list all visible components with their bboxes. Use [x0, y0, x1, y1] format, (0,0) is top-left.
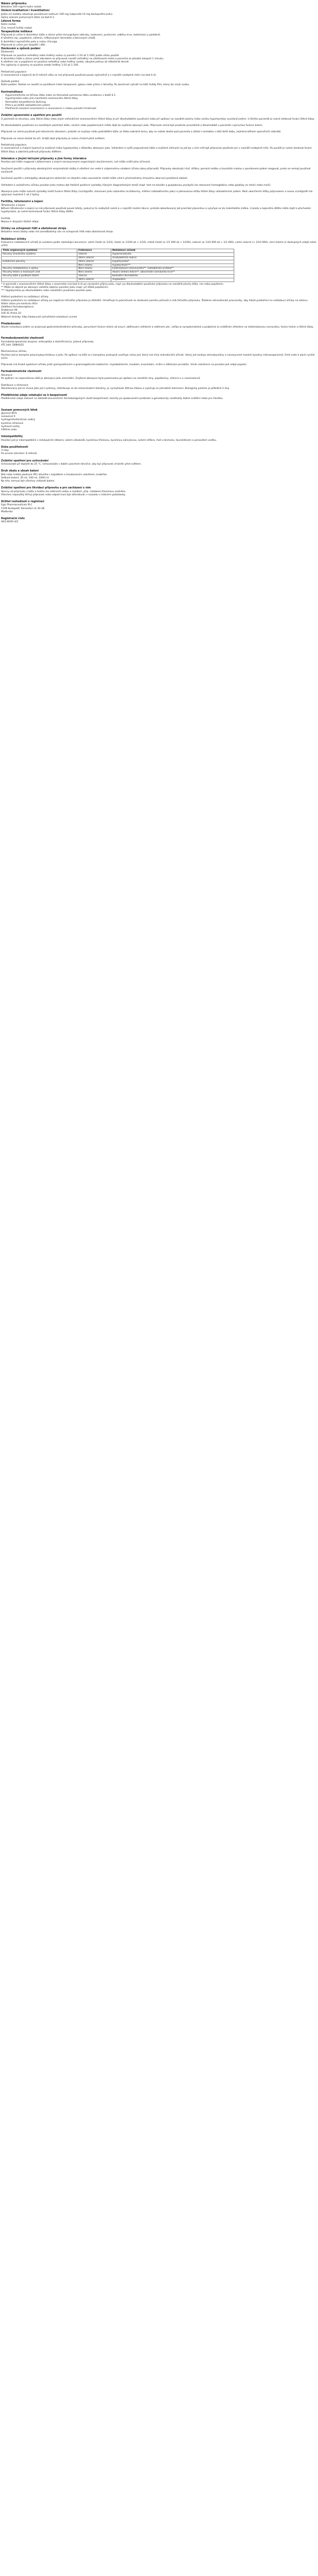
table-cell: Endokrinní poruchy: [2, 260, 77, 264]
incompatibilities-text: Povidon-jod je inkompatibilní s redukujícími látkami, solemi alkaloidů, kyselinou tříslovou, kyselinou salicylovou, solemi stříbra, rtuti a bismutu, taurolidinem a peroxidem vodíku.: [1, 439, 217, 442]
spc-document: [1, 0, 317, 524]
list-item: nonoxinol 9: [1, 415, 15, 419]
table-header-row: [2, 249, 234, 253]
list-item: - Hypertyreóza nebo jiné manifestní onemocnění štítné žlázy.: [5, 97, 317, 101]
table-row: [2, 257, 234, 260]
section-text: Dávkování Přípravek se používá neředěný nebo ředěný vodou (v poměru 1:10 až 1:100) podle účelu použití. K dezinfekci kůže a sliznic před zákrokem se přípravek nanáší neředěný na ošetřované místo a ponechá se působit alespoň 1 minutu. K ošetření ran a popálenin se používá neředěný nebo ředěný roztok, obvykle jednou až několikrát denně. Pro výplachy a oplachy se používá roztok ředěný 1:10 až 1:100. Pediatrická populace U novorozenců a kojenců do 6 měsíců věku se má přípravek používat pouze výjimečně a v nejnižší nezbytné míře (viz bod 4.4). Způsob podání Kožní podání. Roztok se nanáší na postižené místo tamponem, gázou nebo přímo z lahvičky. Po zaschnutí vytváří na kůži hnědý film, který lze smýt vodou.: [1, 51, 190, 87]
table-cell: Velmi vzácné: [77, 278, 111, 282]
list-item: - Předčasně narození novorozenci a novorozenci s nízkou porodní hmotností.: [5, 107, 317, 111]
table-cell: Vzácné: [77, 275, 111, 278]
table-row: [2, 260, 234, 264]
adverse-heading: Nežádoucí účinky: [1, 238, 26, 241]
preclinical-text: Předklinické údaje získané na základě konvenčních farmakologických studií bezpečnosti, toxicity po opakovaném podávání a genotoxicity neodhalily žádné zvláštní riziko pro člověka.: [1, 397, 224, 401]
overdose-text: Akutní intoxikace jodem se projevuje gastrointestinálními příznaky, poruchami funkce ledvin až anurií, oběhovým selháním a edémem plic. Léčba je symptomatická a podpůrná se zvláštním zřetelem na elektrolytovou rovnováhu, funkci ledvin a štítné žlázy.: [1, 326, 314, 329]
interactions-text: Povidon-jod může reagovat s bílkovinami a jinými nenasycenými organickými sloučeninami, což může snížit jeho účinnost. Současné použití s přípravky obsahujícími enzymatické složky k ošetření ran vede k vzájemnému oslabení účinku obou přípravků. Přípravky obsahující rtuť, stříbro, peroxid vodíku a taurolidin mohou s povidonem-jodem reagovat, proto se nemají používat současně. Současné použití s antiseptiky obsahujícími oktenidin na stejném nebo sousedním místě může vést k přechodnému tmavému zbarvení postižené oblasti. Vzhledem k oxidačnímu účinku povidon-jodu mohou být falešně pozitivní výsledky různých diagnostických testů (např. test na toluidin a guajakovou pryskyřici ke stanovení hemoglobinu nebo glukózy ve stolici nebo moči). Absorpce jodu může ovlivnit výsledky testů funkce štítné žlázy (scintigrafie, stanovení jodu vázaného na bílkoviny, měření radioaktivního jodu) a plánovanou léčbu štítné žlázy radioaktivním jodem. Mezi ukončením léčby přípravkem a novou scintigrafií má uplynout nejméně 1 až 2 týdny.: [1, 161, 313, 197]
product-name: Betadine 100 mg/ml kožní roztok: [1, 6, 42, 8]
adverse-notes: * U pacientů s onemocněním štítné žlázy v anamnéze (viz bod 4.4) po výrazném příjmu jodu, např. po dlouhodobém používání přípravku na rozsáhlé plochy kůže, ran nebo popálenin. ** Může se objevit po absorpci velkého objemu povidon-jodu (např. při léčbě popálenin). *** Hypotyreóza po dlouhodobém nebo rozsáhlém používání povidon-jodu. Hlášení podezření na nežádoucí účinky Hlášení podezření na nežádoucí účinky po registraci léčivého přípravku je důležité. Umožňuje to pokračovat ve sledování poměru přínosů a rizik léčivého přípravku. Žádáme zdravotnické pracovníky, aby hlásili podezření na nežádoucí účinky na adresu: Státní ústav pro kontrolu léčiv Oddělení farmakovigilance Šrobárova 48 100 41 Praha 10 Webové stránky: http://www.sukl.cz/nahlasit-nezadouci-ucinek: [1, 283, 308, 319]
table-cell: Není známo: [77, 271, 111, 275]
table-row: [2, 264, 234, 267]
pharmacodynamics-heading: Farmakodynamické vlastnosti: [1, 337, 44, 340]
holder-text: Egis Pharmaceuticals PLC 1106 Budapešť, Keresztúri út 30-38 Maďarsko: [1, 504, 45, 513]
table-row: [2, 278, 234, 282]
table-cell: Angioedém: [111, 278, 234, 282]
table-cell: Hypertyreóza*: [111, 260, 234, 264]
table-cell: Není známo: [77, 264, 111, 267]
disposal-heading: Zvláštní opatření pro likvidaci přípravku a pro zacházení s ním: [1, 487, 91, 490]
table-cell: Poruchy metabolismu a výživy: [2, 267, 77, 271]
table-cell: Není známo: [77, 267, 111, 271]
list-item: hydrogenfosforečnan sodný: [1, 419, 36, 422]
warnings-text: U pacientů se strumou, uzly štítné žlázy nebo jiným nefunkčním onemocněním štítné žlázy je při dlouhodobém používání nebo při aplikaci na rozsáhlé plochy riziko vzniku hypertyreózy vyvolané jodem. U těchto pacientů je nutné sledovat funkci štítné žlázy. Po dlouhodobém používání na rozsáhlých plochách kůže, ranách nebo popáleninách může dojít ke zvýšené absorpci jodu. Přípravek nemá být používán pravidelně a dlouhodobě u pacientů s poruchou funkce ledvin. Přípravek se nemá používat pod okluzivním obvazem, protože se zvyšuje riziko podráždění kůže. Je třeba zabránit tomu, aby se roztok dostal pod pacienta a zůstal v kontaktu s kůží delší dobu, zejména během operačních zákroků. Přípravek se nemá dostat do očí. Vnější obal přípravku je nutno chránit před světlem. Pediatrická populace U novorozenců a malých kojenců je zvýšené riziko hypotyreózy v důsledku absorpce jodu. Vzhledem k vyšší propustnosti kůže a zvýšené citlivosti na jod by u nich měl být přípravek používán jen v nejnižší nezbytné míře. Po použití je nutné sledovat funkci štítné žlázy a zabránit polknutí přípravku dítětem.: [1, 117, 315, 153]
table-cell: Hypersenzitivita: [111, 253, 234, 257]
disposal-text: Skvrny od přípravku z kůže a textilu lze odstranit vodou a mýdlem, příp. roztokem thiosíranu sodného. Všechen nepoužitý léčivý přípravek nebo odpad musí být zlikvidován v souladu s místními požadavky.: [1, 490, 126, 496]
incompatibilities-heading: Inkompatibility: [1, 436, 23, 439]
table-cell: Elektrolytová nerovnováha**, metabolická acidóza**: [111, 267, 234, 271]
warnings-heading: Zvláštní upozornění a opatření pro použití: [1, 114, 62, 117]
shelf-life-heading: Doba použitelnosti: [1, 446, 28, 449]
section-heading: Terapeutické indikace: [1, 30, 33, 33]
storage-text: Uchovávejte při teplotě do 25 °C. Uchovávejte v dobře uzavřené lahvičce, aby byl přípravek chráněn před světlem.: [1, 462, 142, 466]
container-text: Bílá nebo hnědá plastová (PE) lahvička s kapátkem a šroubovacím uzávěrem, krabička. Velikost balení: 30 ml, 100 ml, 1000 ml. Na trhu nemusí být všechny velikosti balení.: [1, 473, 108, 483]
table-cell: Kontaktní dermatitida: [111, 275, 234, 278]
table-cell: Hypotyreóza***: [111, 264, 234, 267]
pharmacodynamics-text: Farmakoterapeutická skupina: antiseptika a dezinficiencia, jodové přípravky ATC kód: D08AG02 Mechanismus účinku Povidon-jod je komplex polyvinylpyrrolidonu a jodu. Po aplikaci na kůži se z komplexu postupně uvolňuje volný jod, který má silný mikrobicidní účinek. Volný jod oxiduje aminokyseliny a nenasycené mastné kyseliny mikroorganismů, čímž vede k jejich rychlé smrti. Přípravek má široké spektrum účinku proti grampozitivním a gramnegativním bakteriím, mykobakteriím, houbám, kvasinkám, virům a některým prvokům. Vznik rezistence na povidon-jod nebyl popsán.: [1, 340, 315, 367]
driving-text: Betadine nemá žádný nebo má zanedbatelný vliv na schopnost řídit nebo obsluhovat stroje.: [1, 231, 114, 234]
adverse-text: Frekvence nežádoucích účinků je uvedena podle následující konvence: velmi časté (≥ 1/10), časté (≥ 1/100 až < 1/10), méně časté (≥ 1/1 000 až < 1/100), vzácné (≥ 1/10 000 až < 1/1 000), velmi vzácné (< 1/10 000), není známo (z dostupných údajů nelze určit).: [1, 241, 317, 248]
list-item: - Před a po léčbě radioaktivním jodem.: [5, 104, 317, 107]
intro-sections: [1, 10, 317, 87]
storage-heading: Zvláštní opatření pro uchovávání: [1, 459, 49, 462]
list-item: kyselina citronová: [1, 422, 23, 425]
fertility-text: Těhotenství a kojení Během těhotenství a kojení se má přípravek používat pouze tehdy, pokud je to nezbytně nutné a v nejnižší možné dávce, protože absorbovaný jod prochází placentou a vylučuje se do mateřského mléka. U plodu a kojeného dítěte může dojít k přechodné hypotyreóze. Je nutné kontrolovat funkci štítné žlázy dítěte. Fertilita Nejsou k dispozici žádné údaje.: [1, 204, 311, 223]
section-heading: Složení kvalitativní i kvantitativní: [1, 10, 50, 13]
overdose-heading: Předávkování: [1, 322, 21, 325]
table-cell: Poruchy ledvin a močových cest: [2, 271, 77, 275]
list-item: hydroxid sodný: [1, 425, 20, 428]
list-item: - Dermatitis herpetiformis Duhring.: [5, 101, 317, 104]
interactions-heading: Interakce s jinými léčivými přípravky a jiné formy interakce: [1, 157, 87, 160]
table-cell: Akutní selhání ledvin**, abnormální osmolarita krve**: [111, 271, 234, 275]
table-cell: [2, 278, 77, 282]
table-cell: Poruchy imunitního systému: [2, 253, 77, 257]
table-cell: Vzácné: [77, 253, 111, 257]
section-heading: Dávkování a způsob podání: [1, 48, 41, 51]
table-cell: Velmi vzácné: [77, 257, 111, 260]
table-cell: Frekvence: [77, 249, 111, 253]
table-cell: Nežádoucí účinek: [111, 249, 234, 253]
container-heading: Druh obalu a obsah balení: [1, 470, 39, 473]
table-cell: [2, 257, 77, 260]
section-text: Jeden ml roztoku obsahuje povidonum-iodinum 100 mg (odpovídá 10 mg dostupného jodu). Úplný seznam pomocných látek viz bod 6.1.: [1, 13, 113, 19]
table-cell: Poruchy kůže a podkožní tkáně: [2, 275, 77, 278]
table-row: [2, 267, 234, 271]
section-text: Přípravek je určen k dezinfekci kůže a sliznic před chirurgickými zákroky, injekcemi, punkcemi, odběry krve, katetrizací a podobně. K ošetření ran, popálenin, odřenin, infikovaných dermatóz a bércových vředů. K dezinfekci operačního pole a rukou chirurga. Přípravek je určen pro dospělé i děti.: [1, 34, 161, 47]
list-item: čištěná voda: [1, 428, 17, 431]
table-row: [2, 275, 234, 278]
preclinical-heading: Předklinické údaje vztahující se k bezpečnosti: [1, 394, 67, 397]
table-cell: Velmi vzácné: [77, 260, 111, 264]
list-item: - Hypersenzitivita na léčivou látku nebo na kteroukoli pomocnou látku uvedenou v bodě 6.1.: [5, 94, 317, 97]
table-row: [2, 271, 234, 275]
registration-number: 46/136/91-S/C: [1, 521, 19, 524]
table-row: [2, 253, 234, 257]
pharmacokinetics-text: Absorpce Po aplikaci na neporušenou kůži je absorpce jodu minimální. Zvýšená absorpce byla pozorována po aplikaci na rozsáhlé rány, popáleniny, sliznice a u novorozenců. Distribuce a eliminace Absorbovaný jod se chová jako jod z potravy, distribuuje se do extracelulární tekutiny, je vychytáván štítnou žlázou a vylučuje se převážně ledvinami. Biologický poločas je přibližně 2 dny.: [1, 374, 230, 390]
driving-heading: Účinky na schopnost řídit a obsluhovat stroje: [1, 228, 66, 231]
table-cell: [2, 264, 77, 267]
product-name-heading: Název přípravku: [1, 2, 26, 5]
contraindications-heading: Kontraindikace: [1, 90, 23, 94]
excipients-heading: Seznam pomocných látek: [1, 409, 38, 412]
contraindications-list: [1, 94, 317, 111]
section-heading: Léková forma: [1, 20, 21, 23]
list-item: glycerol 85%: [1, 412, 17, 415]
shelf-life-text: 3 roky. Po prvním otevření: 6 měsíců.: [1, 449, 38, 456]
table-cell: Anafylaktická reakce: [111, 257, 234, 260]
holder-heading: Držitel rozhodnutí o registraci: [1, 501, 45, 503]
fertility-heading: Fertilita, těhotenství a kojení: [1, 201, 43, 204]
adverse-table: [1, 249, 234, 282]
registration-number-heading: Registrační číslo: [1, 518, 25, 521]
table-cell: Třída orgánových systémů: [2, 249, 77, 253]
excipients-list: [1, 412, 317, 432]
pharmacokinetics-heading: Farmakokinetické vlastnosti: [1, 370, 42, 374]
section-text: Kožní roztok. Čirý, tmavě hnědý roztok.: [1, 23, 33, 30]
